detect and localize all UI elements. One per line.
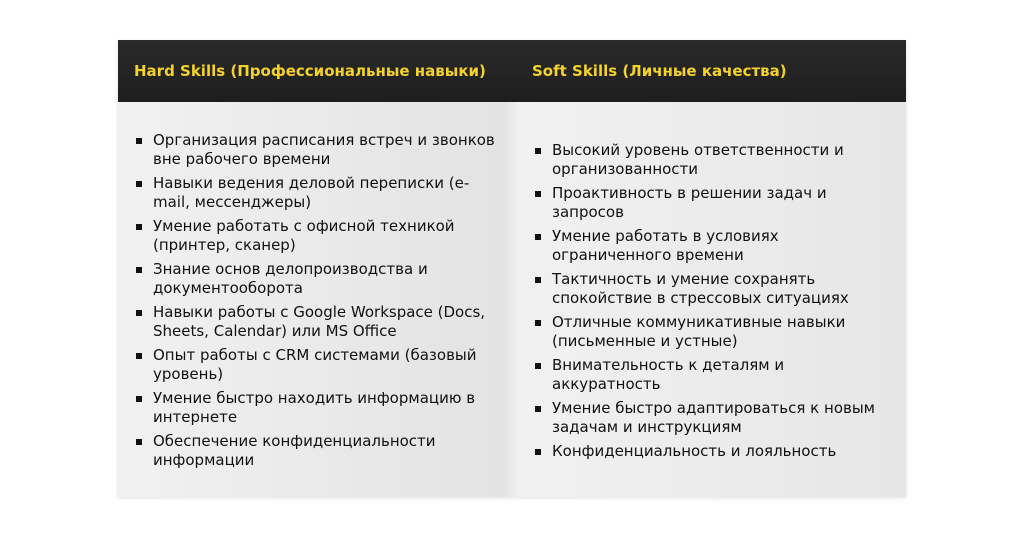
table-header	[118, 40, 906, 102]
skills-table	[118, 40, 906, 497]
list-item: Навыки ведения деловой переписки (e-mail, мессенджеры)	[136, 174, 503, 213]
list-item: Умение работать в условиях ограниченного времени	[535, 227, 882, 266]
soft-skills-list	[535, 141, 906, 461]
soft-skills-heading: Soft Skills (Личные качества)	[532, 61, 787, 80]
list-item: Умение быстро адаптироваться к новым задачам и инструкциям	[535, 399, 882, 438]
list-item: Организация расписания встреч и звонков вне рабочего времени	[136, 131, 503, 170]
hard-skills-list	[136, 131, 518, 471]
list-item: Отличные коммуникативные навыки (письменные и устные)	[535, 313, 882, 352]
list-item: Умение быстро находить информацию в интернете	[136, 389, 503, 428]
list-item: Внимательность к деталям и аккуратность	[535, 356, 882, 395]
list-item: Проактивность в решении задач и запросов	[535, 184, 882, 223]
list-item: Обеспечение конфиденциальности информации	[136, 432, 503, 471]
list-item: Умение работать с офисной техникой (принтер, сканер)	[136, 217, 503, 256]
soft-skills-column	[518, 102, 906, 497]
list-item: Навыки работы с Google Workspace (Docs, Sheets, Calendar) или MS Office	[136, 303, 503, 342]
hard-skills-column	[118, 102, 518, 497]
list-item: Опыт работы с CRM системами (базовый уровень)	[136, 346, 503, 385]
table-body	[118, 102, 906, 497]
list-item: Знание основ делопроизводства и документооборота	[136, 260, 503, 299]
hard-skills-heading: Hard Skills (Профессиональные навыки)	[134, 61, 486, 80]
list-item: Конфиденциальность и лояльность	[535, 442, 882, 461]
list-item: Тактичность и умение сохранять спокойствие в стрессовых ситуациях	[535, 270, 882, 309]
list-item: Высокий уровень ответственности и организованности	[535, 141, 882, 180]
